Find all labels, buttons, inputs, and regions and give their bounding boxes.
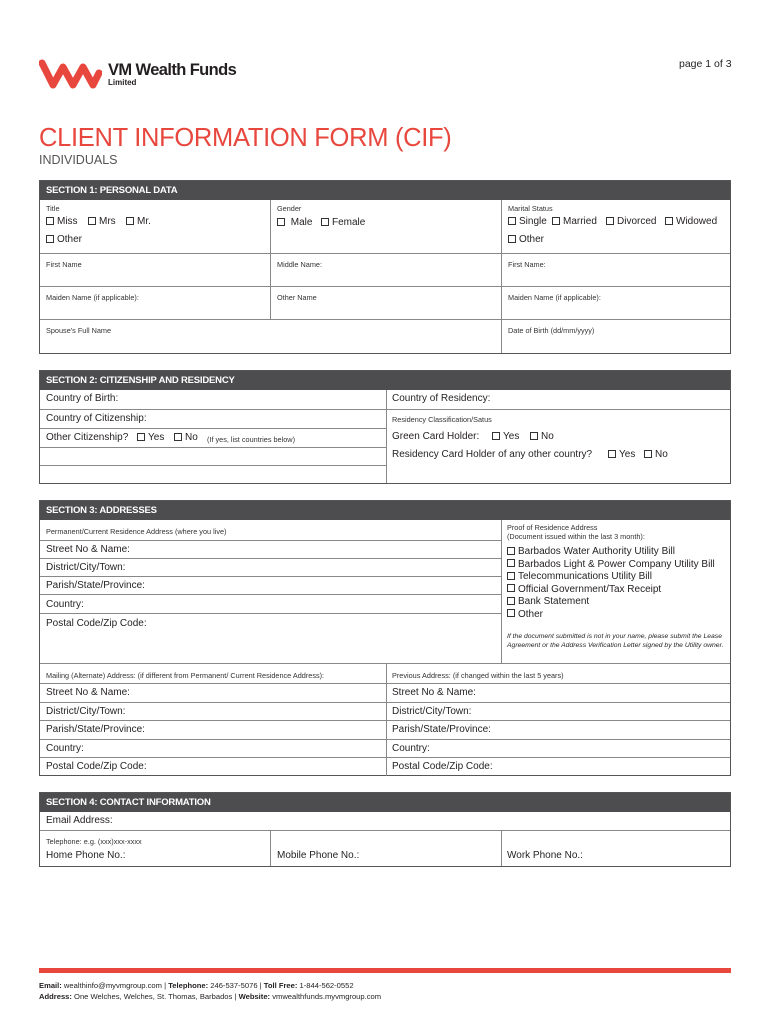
maiden-name-field[interactable] — [40, 286, 270, 319]
checkbox-res-card-no[interactable] — [644, 450, 652, 458]
proof-checkbox[interactable] — [507, 559, 515, 567]
checkbox-green-card-no[interactable] — [530, 432, 538, 440]
other-countries-field-1[interactable] — [40, 447, 386, 465]
title-cell — [40, 200, 270, 253]
perm-parish-field[interactable] — [40, 576, 501, 594]
mobile-phone-label: Mobile Phone No.: — [277, 850, 360, 861]
marital-label: Marital Status — [508, 204, 553, 213]
proof-checkbox[interactable] — [507, 572, 515, 580]
middle-name-label: Middle Name: — [277, 260, 323, 269]
mailing-parish-field[interactable] — [40, 720, 386, 739]
previous-parish-label: Parish/State/Province: — [392, 724, 491, 736]
option-widowed: Widowed — [676, 216, 718, 227]
spouse-name-label: Spouse's Full Name — [46, 326, 112, 335]
previous-street-field[interactable] — [386, 683, 730, 702]
home-phone-field[interactable] — [40, 830, 270, 866]
proof-option — [507, 559, 715, 570]
maiden-name-label: Maiden Name (if applicable): — [46, 293, 139, 302]
footer-sep: | — [259, 981, 262, 990]
option-other-cit-no: No — [185, 432, 198, 443]
proof-option-label: Barbados Light & Power Company Utility Bill — [518, 558, 715, 570]
option-miss: Miss — [57, 216, 78, 227]
option-single: Single — [519, 216, 547, 227]
permanent-address-header — [40, 520, 501, 540]
previous-parish-field[interactable] — [386, 720, 730, 739]
home-phone-label: Home Phone No.: — [46, 850, 126, 861]
option-res-card-no: No — [655, 449, 668, 460]
brand-sub: Limited — [108, 78, 137, 87]
marital-cell — [501, 200, 730, 253]
email-field[interactable] — [40, 812, 730, 830]
previous-district-label: District/City/Town: — [392, 705, 472, 717]
residency-class-cell — [386, 409, 730, 428]
checkbox-marital-other[interactable] — [508, 235, 516, 243]
proof-option — [507, 584, 661, 595]
checkbox-divorced[interactable] — [606, 217, 614, 225]
brand-logo-icon — [39, 56, 102, 89]
permanent-address-label: Permanent/Current Residence Address (where you live) — [46, 527, 227, 536]
gender-label: Gender — [277, 204, 302, 213]
option-other-cit-yes: Yes — [148, 432, 165, 443]
mailing-address-label: Mailing (Alternate) Address: (if different from Permanent/ Current Residence Address): — [46, 671, 325, 680]
perm-district-label: District/City/Town: — [46, 562, 126, 573]
proof-checkbox[interactable] — [507, 547, 515, 555]
proof-label: Proof of Residence Address — [507, 523, 598, 532]
country-of-residency-field[interactable] — [386, 390, 730, 409]
proof-option-label: Barbados Water Authority Utility Bill — [518, 546, 675, 557]
previous-country-field[interactable] — [386, 739, 730, 758]
other-citizenship-cell — [40, 428, 386, 447]
footer-line-2 — [39, 992, 381, 1001]
gender-cell — [270, 200, 501, 253]
perm-street-label: Street No & Name: — [46, 544, 130, 555]
other-citizenship-label: Other Citizenship? — [46, 432, 129, 443]
previous-country-label: Country: — [392, 742, 430, 754]
footer-web-label: Website: — [238, 992, 271, 1001]
country-of-citizenship-field[interactable] — [40, 409, 386, 428]
first-name-2-field[interactable] — [501, 253, 730, 286]
mobile-phone-field[interactable] — [270, 830, 501, 866]
checkbox-miss[interactable] — [46, 217, 54, 225]
option-title-other: Other — [57, 234, 83, 245]
checkbox-married[interactable] — [552, 217, 560, 225]
country-of-birth-field[interactable] — [40, 390, 386, 409]
middle-name-field[interactable] — [270, 253, 501, 286]
perm-postal-label: Postal Code/Zip Code: — [46, 618, 147, 629]
footer-tel-label: Telephone: — [168, 981, 209, 990]
green-card-label: Green Card Holder: — [392, 431, 480, 442]
mailing-postal-field[interactable] — [40, 757, 386, 776]
checkbox-mrs[interactable] — [88, 217, 96, 225]
other-name-field[interactable] — [270, 286, 501, 319]
section-personal-data — [39, 180, 731, 354]
maiden-name-2-field[interactable] — [501, 286, 730, 319]
residency-class-label: Residency Classification/Satus — [392, 415, 492, 424]
option-mr: Mr. — [137, 216, 151, 227]
if-yes-note: (If yes, list countries below) — [207, 435, 295, 444]
first-name-field[interactable] — [40, 253, 270, 286]
title-label: Title — [46, 204, 60, 213]
section-citizenship — [39, 370, 731, 484]
checkbox-female[interactable] — [321, 218, 329, 226]
option-mrs: Mrs — [99, 216, 116, 227]
footer-bar — [39, 968, 731, 973]
perm-country-label: Country: — [46, 599, 84, 610]
first-name-2-label: First Name: — [508, 260, 546, 269]
option-divorced: Divorced — [617, 216, 657, 227]
section-contact — [39, 792, 731, 867]
page-number: page 1 of 3 — [679, 58, 732, 70]
proof-of-residence-cell — [501, 520, 730, 663]
section-4-header: SECTION 4: CONTACT INFORMATION — [40, 793, 730, 812]
work-phone-field[interactable] — [501, 830, 730, 866]
previous-postal-field[interactable] — [386, 757, 730, 776]
option-married: Married — [563, 216, 597, 227]
country-of-birth-label: Country of Birth: — [46, 393, 119, 404]
option-green-card-no: No — [541, 431, 554, 442]
spouse-name-field[interactable] — [40, 319, 501, 353]
proof-label-2: (Document issued within the last 3 month): — [507, 532, 645, 541]
previous-district-field[interactable] — [386, 702, 730, 721]
maiden-name-2-label: Maiden Name (if applicable): — [508, 293, 601, 302]
checkbox-mr[interactable] — [126, 217, 134, 225]
footer-sep: | — [234, 992, 237, 1001]
form-title: CLIENT INFORMATION FORM (CIF) — [39, 124, 452, 152]
mailing-address-header — [40, 663, 386, 683]
proof-option — [507, 571, 652, 582]
perm-parish-label: Parish/State/Province: — [46, 580, 145, 591]
checkbox-other-cit-yes[interactable] — [137, 433, 145, 441]
footer-toll: 1-844-562-0552 — [299, 981, 354, 990]
proof-option — [507, 609, 543, 620]
other-name-label: Other Name — [277, 293, 317, 302]
mailing-parish-label: Parish/State/Province: — [46, 724, 145, 736]
country-of-residency-label: Country of Residency: — [392, 393, 491, 404]
brand-name: VM Wealth Funds — [108, 61, 237, 79]
checkbox-other-cit-no[interactable] — [174, 433, 182, 441]
mailing-district-field[interactable] — [40, 702, 386, 721]
footer-tel: 246-537-5076 — [210, 981, 258, 990]
proof-checkbox[interactable] — [507, 609, 515, 617]
residency-card-label: Residency Card Holder of any other country? — [392, 449, 593, 460]
footer-email[interactable]: wealthinfo@myvmgroup.com — [63, 981, 162, 990]
proof-option-label: Telecommunications Utility Bill — [518, 571, 652, 582]
option-female: Female — [332, 217, 366, 228]
section-2-header: SECTION 2: CITIZENSHIP AND RESIDENCY — [40, 371, 730, 390]
perm-district-field[interactable] — [40, 558, 501, 576]
proof-checkbox[interactable] — [507, 597, 515, 605]
mailing-district-label: District/City/Town: — [46, 705, 126, 717]
proof-option-label: Other — [518, 608, 544, 620]
footer-line-1 — [39, 981, 354, 990]
email-label: Email Address: — [46, 815, 113, 826]
perm-country-field[interactable] — [40, 594, 501, 613]
perm-street-field[interactable] — [40, 540, 501, 558]
previous-address-header — [386, 663, 730, 683]
option-male: Male — [290, 217, 313, 228]
mailing-postal-label: Postal Code/Zip Code: — [46, 761, 147, 773]
option-green-card-yes: Yes — [503, 431, 520, 442]
section-3-header: SECTION 3: ADDRESSES — [40, 501, 730, 520]
checkbox-res-card-yes[interactable] — [608, 450, 616, 458]
telephone-hint: Telephone: e.g. (xxx)xxx-xxxx — [46, 837, 142, 846]
proof-checkbox[interactable] — [507, 584, 515, 592]
proof-option — [507, 546, 675, 557]
mailing-country-field[interactable] — [40, 739, 386, 758]
mailing-country-label: Country: — [46, 742, 84, 754]
footer-web[interactable]: vmwealthfunds.myvmgroup.com — [272, 992, 382, 1001]
form-subtitle: INDIVIDUALS — [39, 153, 118, 167]
section-addresses — [39, 500, 731, 776]
work-phone-label: Work Phone No.: — [507, 850, 583, 861]
previous-street-label: Street No & Name: — [392, 687, 476, 698]
residency-cards-cell — [386, 428, 730, 483]
checkbox-single[interactable] — [508, 217, 516, 225]
other-countries-field-2[interactable] — [40, 465, 386, 483]
mailing-street-field[interactable] — [40, 683, 386, 702]
first-name-label: First Name — [46, 260, 82, 269]
proof-option-label: Official Government/Tax Receipt — [518, 583, 662, 595]
previous-postal-label: Postal Code/Zip Code: — [392, 761, 493, 773]
country-of-citizenship-label: Country of Citizenship: — [46, 413, 147, 424]
checkbox-title-other[interactable] — [46, 235, 54, 243]
dob-field[interactable] — [501, 319, 730, 353]
section-1-header: SECTION 1: PERSONAL DATA — [40, 181, 730, 200]
perm-postal-field[interactable] — [40, 613, 501, 663]
dob-label: Date of Birth (dd/mm/yyyy) — [508, 326, 595, 335]
checkbox-widowed[interactable] — [665, 217, 673, 225]
proof-option-label: Bank Statement — [518, 596, 590, 607]
footer-email-label: Email: — [39, 981, 62, 990]
proof-option — [507, 596, 589, 607]
footer-sep: | — [164, 981, 167, 990]
checkbox-male[interactable] — [277, 218, 285, 226]
proof-note: If the document submitted is not in your name, please submit the Lease Agreement or the Address Verification Letter signed by the Utility owner. — [507, 633, 724, 649]
footer-toll-label: Toll Free: — [263, 981, 298, 990]
mailing-street-label: Street No & Name: — [46, 687, 130, 698]
checkbox-green-card-yes[interactable] — [492, 432, 500, 440]
option-marital-other: Other — [519, 234, 545, 245]
footer-address-label: Address: — [39, 992, 72, 1001]
previous-address-label: Previous Address: (if changed within the last 5 years) — [392, 671, 564, 680]
footer-address: One Welches, Welches, St. Thomas, Barbados — [74, 992, 233, 1001]
option-res-card-yes: Yes — [619, 449, 636, 460]
